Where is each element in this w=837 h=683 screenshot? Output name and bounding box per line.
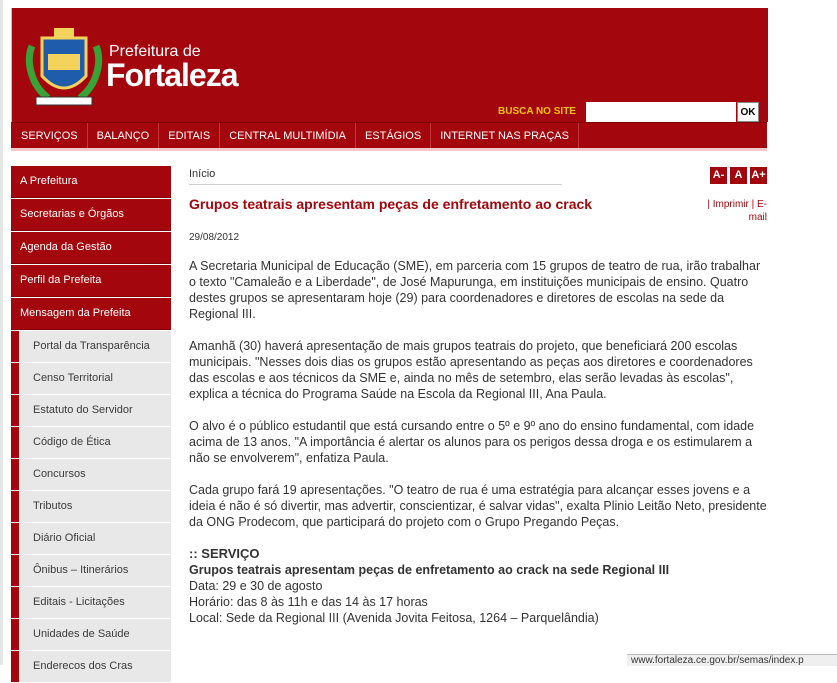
nav-central-multimidia[interactable]: CENTRAL MULTIMÍDIA: [220, 123, 356, 149]
nav-servicos[interactable]: SERVIÇOS: [11, 123, 88, 149]
article-date: 29/08/2012: [189, 232, 240, 243]
window-edge: [0, 0, 3, 665]
service-hours: Horário: das 8 às 11h e das 14 às 17 horas: [189, 595, 428, 609]
sidebar-subitem-codigo[interactable]: Código de Ética: [11, 427, 171, 458]
service-subtitle: Grupos teatrais apresentam peças de enfretamento ao crack na sede Regional III: [189, 563, 670, 577]
sidebar-navigation: [11, 166, 171, 683]
sidebar-subitem-transparencia[interactable]: Portal da Transparência: [11, 331, 171, 362]
browser-status-url: www.fortaleza.ce.gov.br/semas/index.p: [627, 654, 837, 666]
service-heading: :: SERVIÇO: [189, 546, 260, 561]
main-navigation: [11, 122, 767, 149]
nav-editais[interactable]: EDITAIS: [159, 123, 220, 149]
normal-font-button[interactable]: A: [730, 167, 747, 184]
service-date: Data: 29 e 30 de agosto: [189, 579, 323, 593]
decrease-font-button[interactable]: A-: [710, 167, 727, 184]
sidebar-subitem-editais[interactable]: Editais - Licitações: [11, 587, 171, 618]
sidebar-item-mensagem[interactable]: Mensagem da Prefeita: [11, 298, 171, 330]
nav-balanco[interactable]: BALANÇO: [88, 123, 160, 149]
search-label: BUSCA NO SITE: [498, 106, 576, 117]
nav-internet-nas-pracas[interactable]: INTERNET NAS PRAÇAS: [431, 123, 579, 149]
sidebar-subitem-tributos[interactable]: Tributos: [11, 491, 171, 522]
sidebar-subitem-censo[interactable]: Censo Territorial: [11, 363, 171, 394]
sidebar-item-perfil[interactable]: Perfil da Prefeita: [11, 265, 171, 297]
search-button[interactable]: OK: [737, 102, 759, 122]
sidebar-subitem-onibus[interactable]: Ônibus – Itinerários: [11, 555, 171, 586]
brand-prefix: Prefeitura de: [109, 43, 201, 60]
breadcrumb[interactable]: Início: [189, 166, 562, 185]
nav-estagios[interactable]: ESTÁGIOS: [356, 123, 431, 149]
article-paragraph: A Secretaria Municipal de Educação (SME), em parceria com 15 grupos de teatro de rua, irão trabalhar o texto "Camaleão e a Liberdade", de José Mapurunga, em instituições municipais de ensino. Quatro destes grupos se apresentaram hoje (29) para coordenadores e diretores de escolas na sede da Regional III.: [189, 259, 761, 321]
sidebar-subitem-diario[interactable]: Diário Oficial: [11, 523, 171, 554]
brand-name: Fortaleza: [106, 57, 238, 93]
print-email-links[interactable]: | Imprimir | E-mail: [707, 199, 767, 223]
font-size-controls: [707, 166, 767, 184]
city-coat-of-arms-logo: [24, 18, 104, 110]
service-box: [189, 546, 767, 626]
sidebar-item-secretarias[interactable]: Secretarias e Órgãos: [11, 199, 171, 231]
article-paragraph: Cada grupo fará 19 apresentações. "O teatro de rua é uma estratégia para alcançar esses jovens e a ideia é não é só divertir, mas advertir, conscientizar, é salvar vidas", exalta Plinio Leitão Neto, presidente da ONG Prodecom, que participará do projeto com o Grupo Pregando Peças.: [189, 483, 767, 529]
site-header: [11, 8, 768, 122]
sidebar-subitem-saude[interactable]: Unidades de Saúde: [11, 619, 171, 650]
sidebar-subitem-cras[interactable]: Enderecos dos Cras: [11, 651, 171, 682]
sidebar-item-agenda[interactable]: Agenda da Gestão: [11, 232, 171, 264]
article-body: [189, 258, 767, 626]
article-title: Grupos teatrais apresentam peças de enfretamento ao crack: [189, 196, 593, 212]
sidebar-subitem-concursos[interactable]: Concursos: [11, 459, 171, 490]
sidebar-subitem-estatuto[interactable]: Estatuto do Servidor: [11, 395, 171, 426]
service-location: Local: Sede da Regional III (Avenida Jovita Feitosa, 1264 – Parquelândia): [189, 611, 599, 625]
article-paragraph: O alvo é o público estudantil que está cursando entre o 5º e 9º ano do ensino fundamental, com idade acima de 13 anos. "A importância é alertar os alunos para os perigos dessa droga e os estimularem a não se envolverem", enfatiza Paula.: [189, 419, 755, 465]
increase-font-button[interactable]: A+: [750, 167, 767, 184]
article-paragraph: Amanhã (30) haverá apresentação de mais grupos teatrais do projeto, que beneficiará 200 escolas municipais. "Nesses dois dias os grupos estão apresentando as peças aos diretores e coordenadores das escolas e aos técnicos da SME e, ainda no mês de setembro, elas serão levadas às escolas", explica a técnica do Programa Saúde na Escola da Regional III, Ana Paula.: [189, 339, 753, 401]
search-input[interactable]: [586, 102, 736, 122]
sidebar-item-a-prefeitura[interactable]: A Prefeitura: [11, 166, 171, 198]
nav-divider: [11, 148, 767, 151]
